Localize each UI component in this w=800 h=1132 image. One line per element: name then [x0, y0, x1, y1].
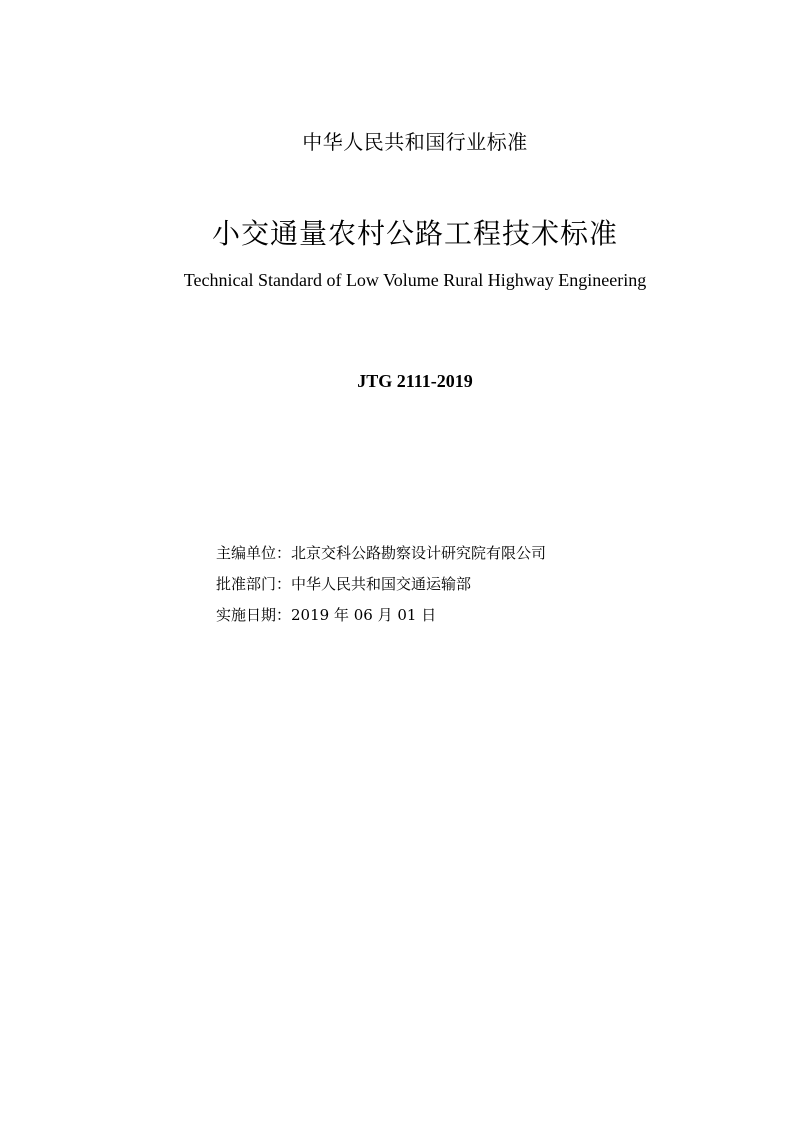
publication-info: [216, 538, 546, 631]
standard-category: 中华人民共和国行业标准: [302, 130, 528, 154]
effective-date-label: 实施日期：: [216, 606, 292, 624]
title-english: Technical Standard of Low Volume Rural Highway Engineering: [183, 270, 647, 290]
editor-label: 主编单位：: [216, 544, 292, 562]
approver-label: 批准部门：: [216, 575, 292, 593]
info-row-effective-date: [216, 600, 546, 631]
standard-code: JTG 2111-2019: [357, 371, 473, 391]
approver-value: 中华人民共和国交通运输部: [291, 575, 472, 593]
info-row-editor: [216, 538, 546, 569]
editor-value: 北京交科公路勘察设计研究院有限公司: [291, 544, 547, 562]
title-chinese: 小交通量农村公路工程技术标准: [211, 217, 618, 250]
effective-date-value: 2019 年 06 月 01 日: [291, 606, 437, 624]
info-row-approver: [216, 569, 546, 600]
